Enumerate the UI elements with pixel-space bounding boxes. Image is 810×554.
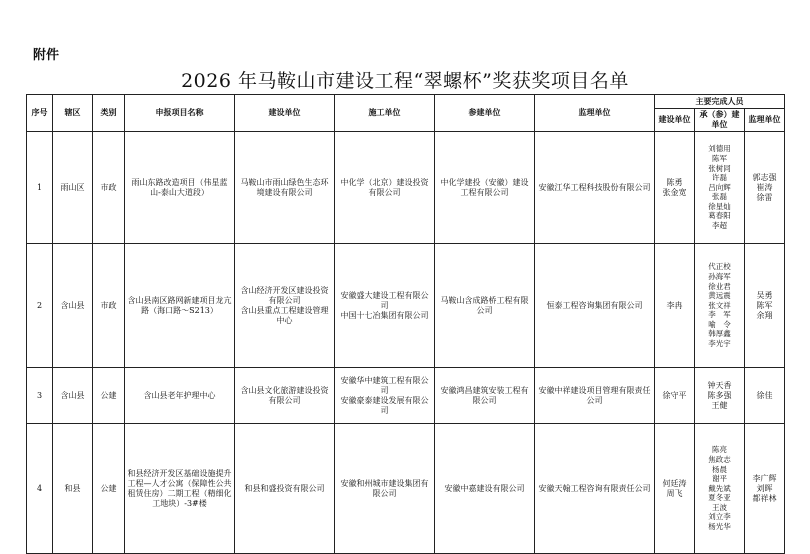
cell-line: 张磊 bbox=[712, 192, 727, 202]
cell-line: 安徽盛大建设工程有限公司 bbox=[340, 290, 429, 310]
cell-line: 代正校 bbox=[708, 262, 731, 272]
cell-line: 徐业君 bbox=[708, 281, 731, 291]
header-builder: 建设单位 bbox=[235, 95, 335, 132]
cell-line: 钟天香 bbox=[707, 380, 732, 390]
header-builder-unit: 建设单位 bbox=[655, 109, 695, 132]
cell-line: 刘晖 bbox=[756, 483, 773, 493]
cell-line: 韩厚鑫 bbox=[708, 329, 731, 339]
cell-no: 3 bbox=[27, 368, 53, 424]
cell-line: 陈军 bbox=[756, 300, 773, 310]
cell-contractor-people bbox=[695, 368, 745, 424]
table-row bbox=[27, 244, 785, 368]
cell-line: 戴先斌 bbox=[708, 483, 731, 493]
cell-no: 2 bbox=[27, 244, 53, 368]
cell-line: 徐佳 bbox=[756, 390, 773, 400]
document-title: 2026 年马鞍山市建设工程“翠螺杯”奖获奖项目名单 bbox=[181, 70, 629, 92]
cell-line: 黄远震 bbox=[708, 291, 731, 301]
cell-district: 含山县 bbox=[53, 244, 93, 368]
cell-category: 市政 bbox=[93, 244, 125, 368]
cell-line: 郭志强 bbox=[752, 172, 777, 182]
cell-line: 何廷涛 bbox=[662, 478, 687, 488]
cell-supervisor: 恒泰工程咨询集团有限公司 bbox=[535, 244, 655, 368]
cell-builder-people bbox=[655, 244, 695, 368]
cell-contractor-people bbox=[695, 244, 745, 368]
cell-line: 都祥林 bbox=[752, 493, 777, 503]
cell-line: 杨晨 bbox=[712, 464, 727, 474]
cell-line: 刘德用 bbox=[708, 144, 731, 154]
cell-line: 谢平 bbox=[712, 474, 727, 484]
cell-line: 许磊 bbox=[712, 173, 727, 183]
cell-line: 余翔 bbox=[756, 310, 773, 320]
cell-line: 夏冬亚 bbox=[708, 493, 731, 503]
cell-participant: 中化学建投（安徽）建设工程有限公司 bbox=[435, 132, 535, 244]
cell-line: 陈亮 bbox=[712, 445, 727, 455]
table-row bbox=[27, 368, 785, 424]
cell-line: 吴勇 bbox=[756, 290, 773, 300]
cell-no: 4 bbox=[27, 424, 53, 554]
cell-supervisor: 安徽天翰工程咨询有限责任公司 bbox=[535, 424, 655, 554]
cell-supervisor-people bbox=[745, 132, 785, 244]
cell-project: 含山县南区路网新建项目龙亢路（海口路～S213） bbox=[125, 244, 235, 368]
header-category: 类别 bbox=[93, 95, 125, 132]
cell-line: 李超 bbox=[712, 221, 727, 231]
cell-project: 含山县老年护理中心 bbox=[125, 368, 235, 424]
cell-district: 和县 bbox=[53, 424, 93, 554]
cell-builder-people bbox=[655, 132, 695, 244]
cell-category: 公建 bbox=[93, 368, 125, 424]
cell-builder-people bbox=[655, 368, 695, 424]
header-project: 申报项目名称 bbox=[125, 95, 235, 132]
cell-builder-people bbox=[655, 424, 695, 554]
cell-line: 李广辉 bbox=[752, 473, 777, 483]
award-table bbox=[26, 94, 785, 554]
cell-line: 陈军 bbox=[712, 153, 727, 163]
header-contractor: 施工单位 bbox=[335, 95, 435, 132]
cell-supervisor-people bbox=[745, 368, 785, 424]
cell-district: 雨山区 bbox=[53, 132, 93, 244]
cell-line: 张文祥 bbox=[708, 300, 731, 310]
header-supervisor-unit: 监理单位 bbox=[745, 109, 785, 132]
cell-line: 喻 令 bbox=[708, 319, 731, 329]
cell-line: 葛春阳 bbox=[708, 211, 731, 221]
header-district: 辖区 bbox=[53, 95, 93, 132]
cell-participant: 马鞍山含成路桥工程有限公司 bbox=[435, 244, 535, 368]
cell-builder bbox=[235, 244, 335, 368]
cell-line: 刘立李 bbox=[708, 512, 731, 522]
cell-contractor bbox=[335, 368, 435, 424]
cell-contractor bbox=[335, 244, 435, 368]
cell-supervisor: 安徽中祥建设项目管理有限责任公司 bbox=[535, 368, 655, 424]
cell-line: 安徽豪泰建设发展有限公司 bbox=[340, 395, 429, 415]
cell-contractor-people bbox=[695, 132, 745, 244]
cell-line: 含山经济开发区建设投资有限公司 bbox=[240, 285, 329, 305]
cell-supervisor: 安徽江华工程科技股份有限公司 bbox=[535, 132, 655, 244]
cell-supervisor-people bbox=[745, 244, 785, 368]
table-row bbox=[27, 424, 785, 554]
cell-category: 市政 bbox=[93, 132, 125, 244]
table-row bbox=[27, 132, 785, 244]
cell-project: 和县经济开发区基础设施提升工程—人才公寓（保障性公共租赁住房）二期工程（精细化工地块）-3#楼 bbox=[125, 424, 235, 554]
cell-line: 徐星灿 bbox=[708, 201, 731, 211]
header-no: 序号 bbox=[27, 95, 53, 132]
cell-builder: 和县和盛投资有限公司 bbox=[235, 424, 335, 554]
cell-line: 孙海军 bbox=[708, 271, 731, 281]
cell-line: 李冉 bbox=[666, 300, 683, 310]
cell-line: 安徽华中建筑工程有限公司 bbox=[340, 375, 429, 395]
header-contractor-unit: 承（参）建单位 bbox=[695, 109, 745, 132]
cell-no: 1 bbox=[27, 132, 53, 244]
cell-line: 杨光华 bbox=[708, 522, 731, 532]
cell-line: 含山县重点工程建设管理中心 bbox=[240, 305, 329, 325]
cell-contractor: 安徽和州城市建设集团有限公司 bbox=[335, 424, 435, 554]
cell-line: 李 军 bbox=[708, 310, 731, 320]
cell-line: 崔涛 bbox=[756, 182, 773, 192]
cell-line: 焦政志 bbox=[708, 454, 731, 464]
header-supervisor: 监理单位 bbox=[535, 95, 655, 132]
cell-contractor-people bbox=[695, 424, 745, 554]
cell-district: 含山县 bbox=[53, 368, 93, 424]
cell-supervisor-people bbox=[745, 424, 785, 554]
cell-line: 陈勇 bbox=[666, 177, 683, 187]
cell-builder: 马鞍山市雨山绿色生态环境建设有限公司 bbox=[235, 132, 335, 244]
cell-line: 吕向辉 bbox=[708, 182, 731, 192]
cell-category: 公建 bbox=[93, 424, 125, 554]
cell-line: 王健 bbox=[711, 400, 728, 410]
cell-line: 陈多强 bbox=[707, 390, 732, 400]
cell-line: 张金宽 bbox=[662, 187, 687, 197]
cell-line: 王波 bbox=[712, 502, 727, 512]
cell-line: 徐雷 bbox=[756, 192, 773, 202]
cell-participant: 安徽鸿昌建筑安装工程有限公司 bbox=[435, 368, 535, 424]
cell-line: 张树同 bbox=[708, 163, 731, 173]
header-main-people: 主要完成人员 bbox=[655, 95, 785, 109]
header-participant: 参建单位 bbox=[435, 95, 535, 132]
cell-participant: 安徽中嘉建设有限公司 bbox=[435, 424, 535, 554]
cell-line: 徐守平 bbox=[662, 390, 687, 400]
cell-builder: 含山县文化旅游建设投资有限公司 bbox=[235, 368, 335, 424]
cell-line: 中国十七冶集团有限公司 bbox=[340, 310, 429, 320]
cell-contractor: 中化学（北京）建设投资有限公司 bbox=[335, 132, 435, 244]
attachment-label: 附件 bbox=[33, 48, 60, 63]
cell-line: 周飞 bbox=[666, 488, 683, 498]
cell-project: 雨山东路改造项目（伟星蓝山-泰山大道段） bbox=[125, 132, 235, 244]
cell-line: 李光宇 bbox=[708, 339, 731, 349]
